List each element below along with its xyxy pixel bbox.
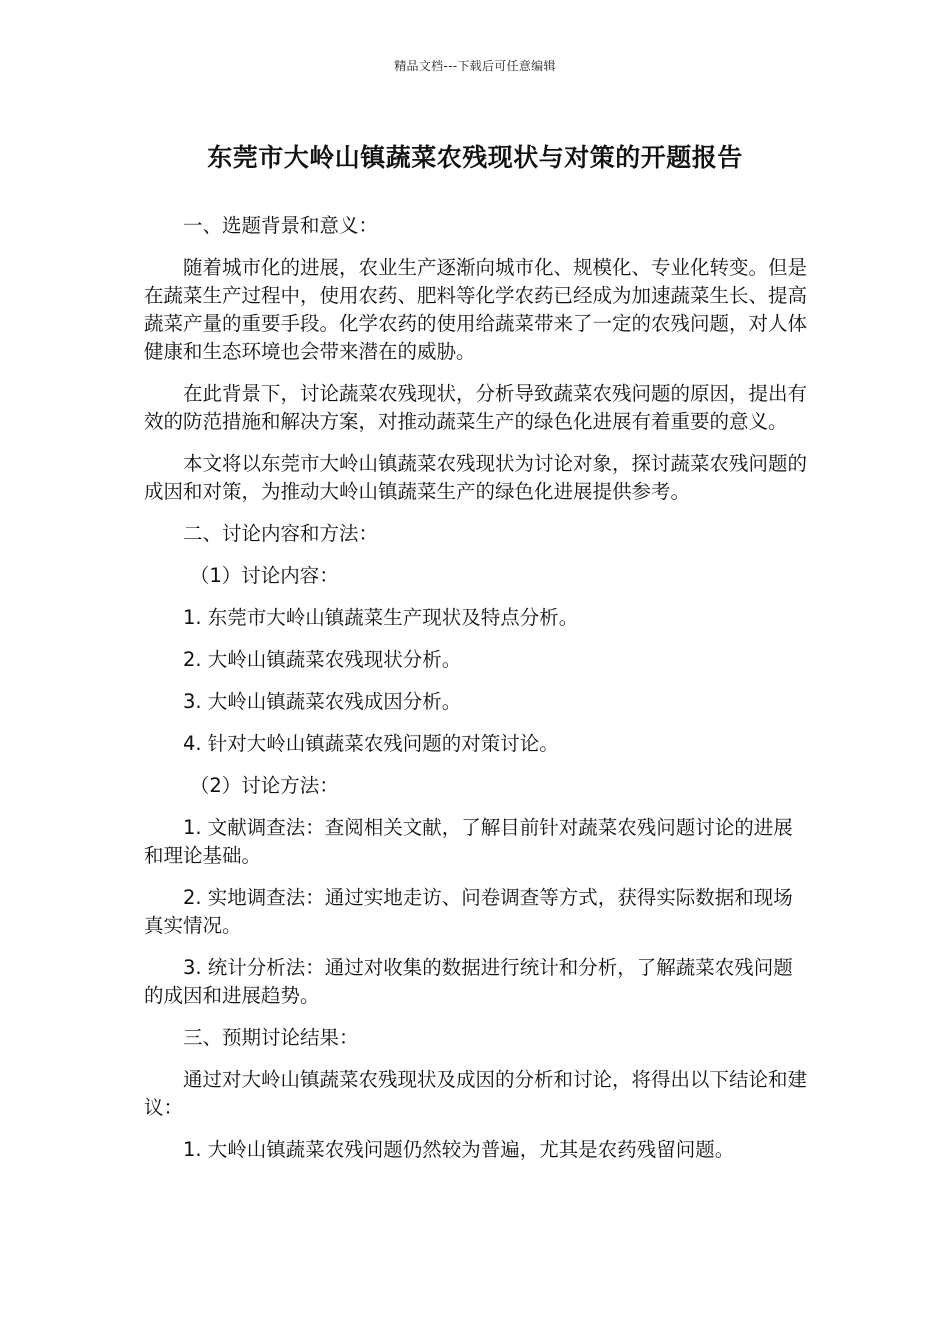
list-item: 3. 统计分析法：通过对收集的数据进行统计和分析，了解蔬菜农残问题的成因和进展趋势。 bbox=[144, 956, 793, 1007]
header-note: 精品文档---下载后可任意编辑 bbox=[394, 59, 556, 73]
paragraph: 在此背景下，讨论蔬菜农残现状，分析导致蔬菜农残问题的原因，提出有效的防范措施和解决方案，对推动蔬菜生产的绿色化进展有着重要的意义。 bbox=[144, 382, 808, 433]
document-title: 东莞市大岭山镇蔬菜农残现状与对策的开题报告 bbox=[207, 143, 743, 172]
paragraph: 随着城市化的进展，农业生产逐渐向城市化、规模化、专业化转变。但是在蔬菜生产过程中，使用农药、肥料等化学农药已经成为加速蔬菜生长、提高蔬菜产量的重要手段。化学农药的使用给蔬菜带来了一定的农残问题，对人体健康和生态环境也会带来潜在的威胁。 bbox=[144, 256, 808, 363]
list-item: 4. 针对大岭山镇蔬菜农残问题的对策讨论。 bbox=[183, 732, 559, 755]
list-item: 3. 大岭山镇蔬菜农残成因分析。 bbox=[183, 690, 462, 713]
section-heading-background: 一、选题背景和意义： bbox=[183, 214, 379, 237]
document-body bbox=[144, 212, 808, 1178]
list-item: 1. 文献调查法：查阅相关文献，了解目前针对蔬菜农残问题讨论的进展和理论基础。 bbox=[144, 816, 793, 867]
list-item: 1. 大岭山镇蔬菜农残问题仍然较为普遍，尤其是农药残留问题。 bbox=[183, 1138, 735, 1161]
subheading-methods: （2）讨论方法： bbox=[189, 774, 339, 797]
list-item: 2. 大岭山镇蔬菜农残现状分析。 bbox=[183, 648, 462, 671]
subheading-content: （1）讨论内容： bbox=[189, 564, 339, 587]
list-item: 1. 东莞市大岭山镇蔬菜生产现状及特点分析。 bbox=[183, 606, 579, 629]
paragraph: 通过对大岭山镇蔬菜农残现状及成因的分析和讨论，将得出以下结论和建议： bbox=[144, 1068, 808, 1119]
paragraph: 本文将以东莞市大岭山镇蔬菜农残现状为讨论对象，探讨蔬菜农残问题的成因和对策，为推动大岭山镇蔬菜生产的绿色化进展提供参考。 bbox=[144, 452, 808, 503]
section-heading-expected-results: 三、预期讨论结果： bbox=[183, 1026, 359, 1049]
list-item: 2. 实地调查法：通过实地走访、问卷调查等方式，获得实际数据和现场真实情况。 bbox=[144, 886, 793, 937]
section-heading-content-methods: 二、讨论内容和方法： bbox=[183, 522, 379, 545]
